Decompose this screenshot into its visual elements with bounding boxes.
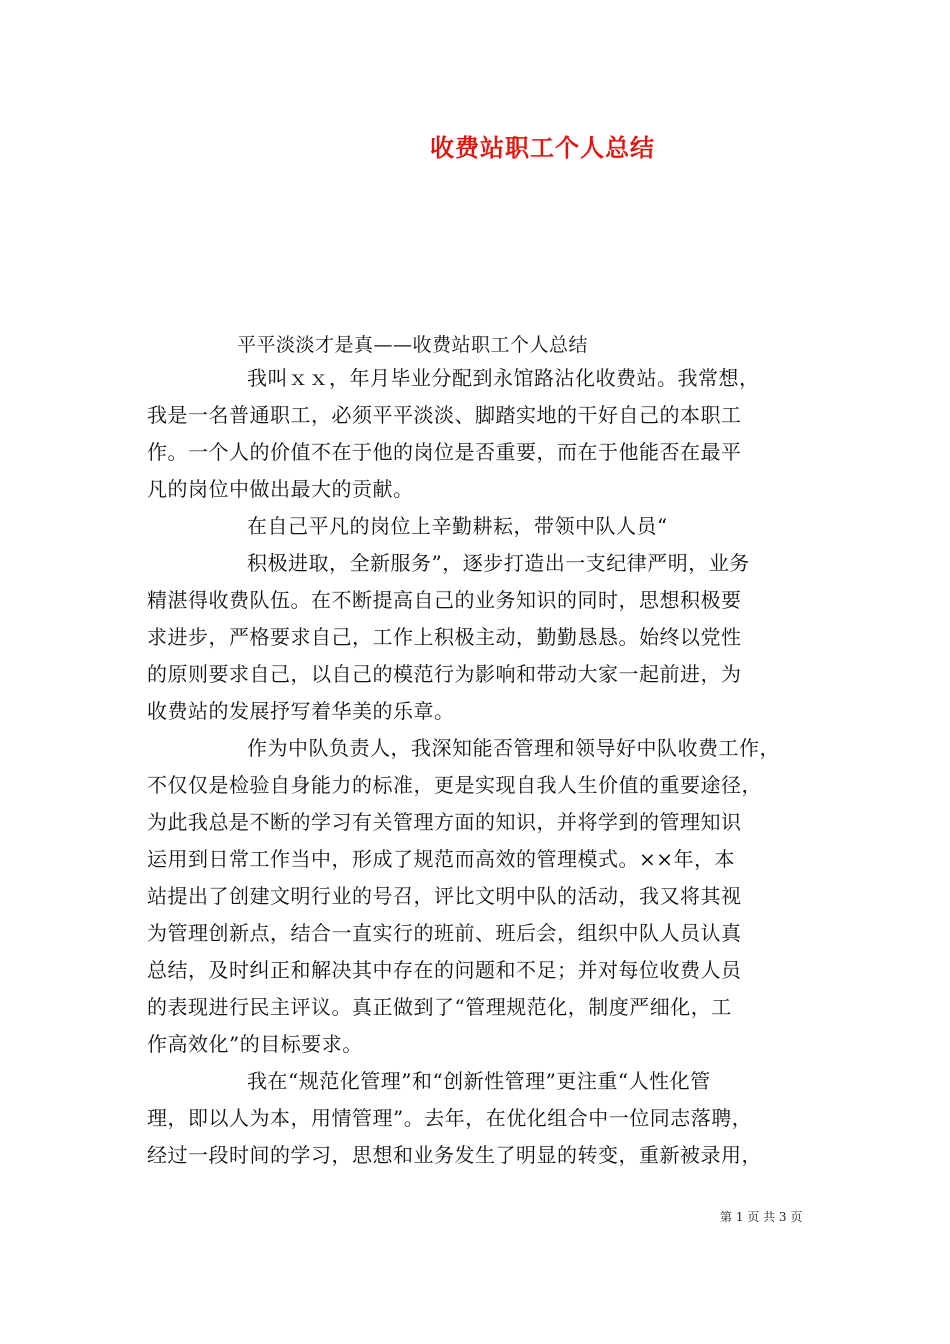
page-footer: 第 1 页 共 3 页 xyxy=(720,1210,803,1224)
body-line: 作高效化”的目标要求。 xyxy=(147,1032,363,1056)
body-line: 我是一名普通职工，必须平平淡淡、脚踏实地的干好自己的本职工 xyxy=(147,403,742,427)
body-line: 的原则要求自己，以自己的模范行为影响和带动大家一起前进，为 xyxy=(147,662,742,686)
body-line: 理，即以人为本，用情管理”。去年，在优化组合中一位同志落聘， xyxy=(147,1106,753,1130)
body-line: 在自己平凡的岗位上辛勤耕耘，带领中队人员“ xyxy=(247,514,668,538)
document-title: 收费站职工个人总结 xyxy=(430,133,655,162)
body-line: 我叫ｘｘ，年月毕业分配到永馆路沾化收费站。我常想， xyxy=(247,366,760,390)
body-line: 我在“规范化管理”和“创新性管理”更注重“人性化管 xyxy=(247,1069,711,1093)
document-subtitle: 平平淡淡才是真——收费站职工个人总结 xyxy=(237,334,589,356)
body-line: 作。一个人的价值不在于他的岗位是否重要，而在于他能否在最平 xyxy=(147,440,742,464)
body-line: 求进步，严格要求自己，工作上积极主动，勤勤恳恳。始终以党性 xyxy=(147,625,742,649)
body-line: 为此我总是不断的学习有关管理方面的知识，并将学到的管理知识 xyxy=(147,810,742,834)
body-line: 不仅仅是检验自身能力的标准，更是实现自我人生价值的重要途径， xyxy=(147,773,762,797)
body-line: 运用到日常工作当中，形成了规范而高效的管理模式。××年，本 xyxy=(147,847,736,871)
body-line: 精湛得收费队伍。在不断提高自己的业务知识的同时，思想积极要 xyxy=(147,588,742,612)
body-line: 收费站的发展抒写着华美的乐章。 xyxy=(147,699,455,723)
body-line: 经过一段时间的学习，思想和业务发生了明显的转变，重新被录用， xyxy=(147,1143,762,1167)
body-line: 凡的岗位中做出最大的贡献。 xyxy=(147,477,414,501)
body-line: 站提出了创建文明行业的号召，评比文明中队的活动，我又将其视 xyxy=(147,884,742,908)
body-line: 的表现进行民主评议。真正做到了“管理规范化，制度严细化，工 xyxy=(147,995,732,1019)
body-line: 作为中队负责人，我深知能否管理和领导好中队收费工作， xyxy=(247,736,780,760)
body-line: 积极进取，全新服务”，逐步打造出一支纪律严明，业务 xyxy=(247,551,750,575)
body-line: 为管理创新点，结合一直实行的班前、班后会，组织中队人员认真 xyxy=(147,921,742,945)
body-line: 总结，及时纠正和解决其中存在的问题和不足；并对每位收费人员 xyxy=(147,958,742,982)
